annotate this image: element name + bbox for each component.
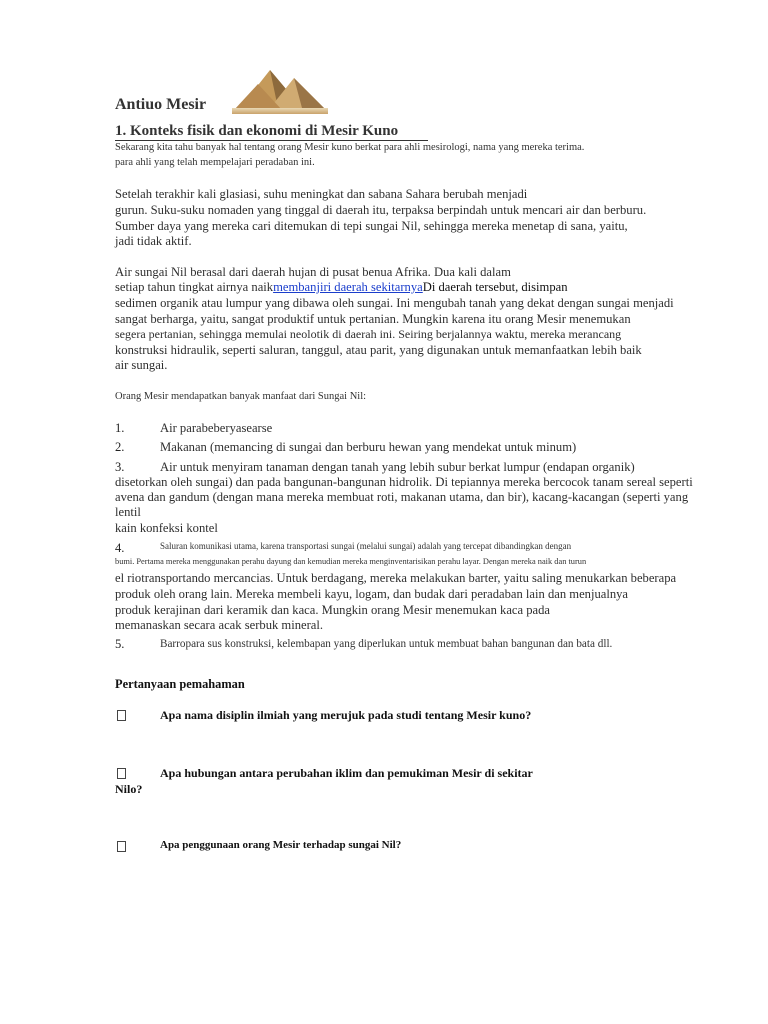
intro-line-1: Sekarang kita tahu banyak hal tentang orang Mesir kuno berkat para ahli mesirologi, nama yang mereka terima. [115, 142, 585, 153]
benefits-intro: Orang Mesir mendapatkan banyak manfaat dari Sungai Nil: [115, 391, 367, 402]
list-number-5: 5. [115, 637, 125, 651]
list-item-2: Makanan (memancing di sungai dan berburu hewan yang mendekat untuk minum) [160, 440, 577, 454]
list-item-4-line-4: produk oleh orang lain. Mereka membeli kayu, logam, dan budak dari peradaban lain dan menjualnya [115, 587, 629, 601]
box-glyph-icon [117, 710, 126, 721]
section-heading: 1. Konteks fisik dan ekonomi di Mesir Kuno [115, 123, 428, 141]
flood-link[interactable]: membanjiri daerah sekitarnya [273, 280, 423, 294]
list-item-4-line-6: memanaskan secara acak serbuk mineral. [115, 618, 324, 632]
list-item-5: Barropara sus konstruksi, kelembapan yang diperlukan untuk membuat bahan bangunan dan bata dll. [160, 638, 613, 650]
box-glyph-icon [117, 841, 126, 852]
para3-line-7: air sungai. [115, 358, 168, 372]
question-2-line-2: Nilo? [115, 782, 143, 796]
para2-line-1: Setelah terakhir kali glasiasi, suhu meningkat dan sabana Sahara berubah menjadi [115, 187, 528, 201]
list-item-3-line-1: Air untuk menyiram tanaman dengan tanah yang lebih subur berkat lumpur (endapan organik) [160, 460, 635, 474]
para3-line-2 [115, 280, 568, 296]
para3-line-2-start: setiap tahun tingkat airnya naik [115, 280, 274, 294]
list-item-4-line-3: el riotransportando mercancias. Untuk berdagang, mereka melakukan barter, yaitu saling menukarkan beberapa [115, 571, 677, 585]
question-1: Apa nama disiplin ilmiah yang merujuk pada studi tentang Mesir kuno? [160, 708, 532, 722]
para2-line-2: gurun. Suku-suku nomaden yang tinggal di daerah itu, terpaksa berpindah untuk mencari air dan berburu. [115, 203, 647, 217]
questions-heading: Pertanyaan pemahaman [115, 677, 245, 691]
list-item-3-line-2: disetorkan oleh sungai) dan pada bangunan-bangunan hidrolik. Di tepiannya mereka bercocok tanam sereal seperti [115, 475, 693, 489]
list-item-3-line-4: lentil [115, 505, 141, 519]
list-item-3-line-3: avena dan gandum (dengan mana mereka membuat roti, makanan utama, dan bir), kacang-kacangan (seperti yang [115, 490, 689, 504]
para3-line-5: segera pertanian, sehingga memulai neolotik di daerah ini. Seiring berjalannya waktu, mereka merancang [115, 327, 622, 341]
document-title: Antiuo Mesir [115, 96, 207, 113]
para2-line-3: Sumber daya yang mereka cari ditemukan di tepi sungai Nil, sehingga mereka menetap di sana, yaitu, [115, 219, 628, 233]
para2-line-4: jadi tidak aktif. [115, 234, 192, 248]
para3-line-1: Air sungai Nil berasal dari daerah hujan di pusat benua Afrika. Dua kali dalam [115, 265, 511, 279]
pyramid-image [232, 64, 328, 114]
para3-line-3: sedimen organik atau lumpur yang dibawa oleh sungai. Ini mengubah tanah yang dekat dengan sungai menjadi [115, 296, 674, 310]
list-item-3-line-5: kain konfeksi kontel [115, 521, 218, 535]
list-number-1: 1. [115, 421, 125, 435]
list-number-3: 3. [115, 460, 125, 474]
list-item-4-line-1: Saluran komunikasi utama, karena transportasi sungai (melalui sungai) adalah yang tercepat dibandingkan dengan [160, 541, 572, 551]
para3-line-4: sangat berharga, yaitu, sangat produktif untuk pertanian. Mungkin karena itu orang Mesir menemukan [115, 312, 631, 326]
list-item-4-line-2: bumi. Pertama mereka menggunakan perahu dayung dan kemudian mereka menginventarisikan perahu layar. Dengan mereka naik dan turun [115, 557, 587, 566]
list-item-4-line-5: produk kerajinan dari keramik dan kaca. Mungkin orang Mesir menemukan kaca pada [115, 603, 551, 617]
list-item-1: Air parabeberyasearse [160, 421, 273, 435]
box-glyph-icon [117, 768, 126, 779]
question-3: Apa penggunaan orang Mesir terhadap sungai Nil? [160, 839, 402, 851]
list-number-4: 4. [115, 541, 125, 555]
sand-ground [232, 108, 328, 114]
para3-line-6: konstruksi hidraulik, seperti saluran, tanggul, atau parit, yang digunakan untuk memanfaatkan lebih baik [115, 343, 642, 357]
list-number-2: 2. [115, 440, 125, 454]
para3-line-2-end: Di daerah tersebut, disimpan [422, 280, 568, 294]
question-2-line-1: Apa hubungan antara perubahan iklim dan pemukiman Mesir di sekitar [160, 766, 533, 780]
intro-line-2: para ahli yang telah mempelajari peradaban ini. [115, 157, 315, 168]
